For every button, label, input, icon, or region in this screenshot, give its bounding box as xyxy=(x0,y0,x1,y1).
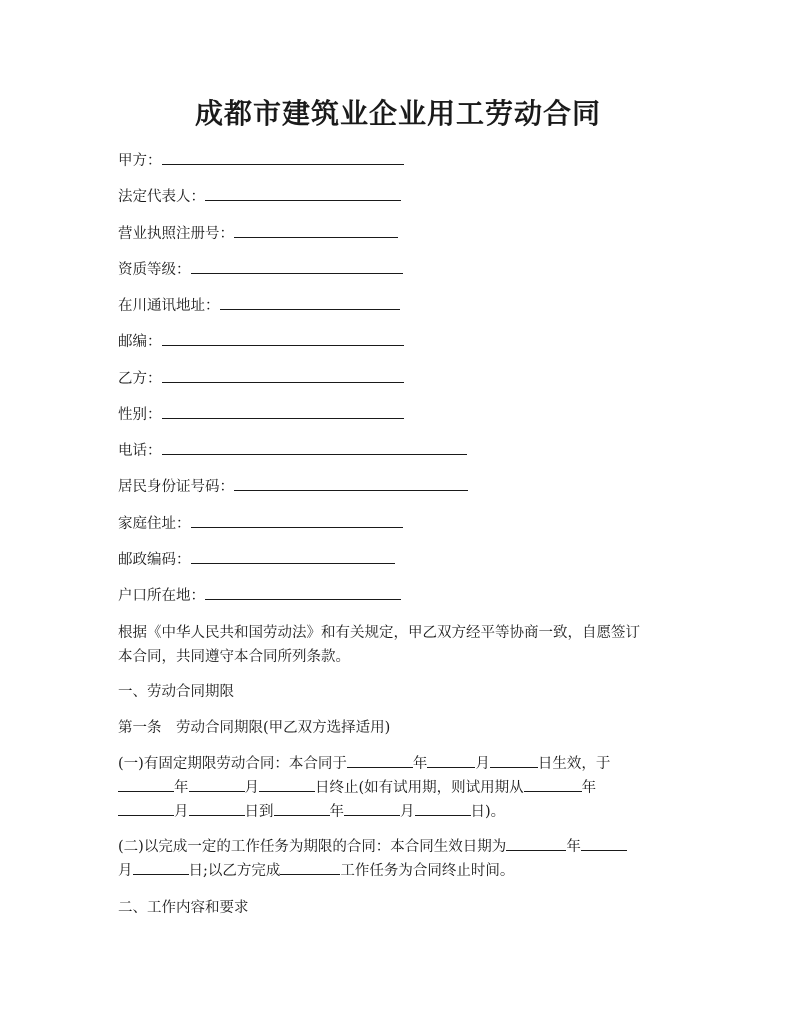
fill-blank[interactable] xyxy=(259,779,315,792)
clause-text: 年 xyxy=(412,756,428,772)
field-label: 法定代表人： xyxy=(118,189,205,205)
fill-blank[interactable] xyxy=(280,862,340,875)
fill-blank[interactable] xyxy=(191,549,395,564)
fill-blank[interactable] xyxy=(344,803,400,816)
clause-text: 月 xyxy=(244,780,259,796)
field-party-b xyxy=(118,368,404,390)
fill-blank[interactable] xyxy=(490,755,538,768)
fill-blank[interactable] xyxy=(234,223,398,238)
field-qualification xyxy=(118,259,403,281)
field-label: 家庭住址： xyxy=(118,516,191,532)
clause-fixed-term-line-2 xyxy=(118,777,596,799)
field-household-registration xyxy=(118,585,401,607)
field-postal-code xyxy=(118,549,395,571)
clause-text: 月 xyxy=(118,863,133,879)
clause-text: 日生效，于 xyxy=(537,756,611,772)
field-id-number xyxy=(118,476,468,498)
field-phone xyxy=(118,440,467,462)
clause-task-term-line-2 xyxy=(118,860,514,882)
clause-text: 月 xyxy=(174,804,189,820)
clause-task-term-line-1 xyxy=(118,836,627,858)
clause-text: 月 xyxy=(400,804,415,820)
field-label: 户口所在地： xyxy=(118,588,205,604)
field-label: 在川通讯地址： xyxy=(118,298,220,314)
field-label: 资质等级： xyxy=(118,262,191,278)
fill-blank[interactable] xyxy=(506,838,566,851)
clause-text: 工作任务为合同终止时间。 xyxy=(340,863,515,879)
fill-blank[interactable] xyxy=(415,803,471,816)
clause-fixed-term-line-1 xyxy=(118,753,610,775)
clause-text: 年 xyxy=(581,780,597,796)
fill-blank[interactable] xyxy=(427,755,475,768)
clause-fixed-term-line-3 xyxy=(118,801,505,823)
clause-text: 日到 xyxy=(244,804,274,820)
clause-text: 年 xyxy=(329,804,344,820)
fill-blank[interactable] xyxy=(191,513,403,528)
clause-text: 年 xyxy=(174,780,189,796)
field-label: 邮政编码： xyxy=(118,552,191,568)
field-label: 性别： xyxy=(118,407,162,423)
fill-blank[interactable] xyxy=(162,440,467,455)
clause-text: 日;以乙方完成 xyxy=(188,863,281,879)
fill-blank[interactable] xyxy=(205,186,401,201)
section-heading-work-content: 二、工作内容和要求 xyxy=(118,900,249,916)
field-party-a xyxy=(118,150,404,172)
intro-paragraph-line-2: 本合同，共同遵守本合同所列条款。 xyxy=(118,649,350,665)
field-address-sichuan xyxy=(118,295,400,317)
section-heading-contract-term: 一、劳动合同期限 xyxy=(118,684,234,700)
intro-paragraph-line-1: 根据《中华人民共和国劳动法》和有关规定，甲乙双方经平等协商一致，自愿签订 xyxy=(118,625,640,641)
field-label: 营业执照注册号： xyxy=(118,226,234,242)
fill-blank[interactable] xyxy=(162,331,404,346)
field-postcode xyxy=(118,331,404,353)
field-label: 邮编： xyxy=(118,334,162,350)
clause-text: 年 xyxy=(566,839,581,855)
fill-blank[interactable] xyxy=(524,779,582,792)
clause-text: (一)有固定期限劳动合同：本合同于 xyxy=(118,756,347,772)
fill-blank[interactable] xyxy=(189,779,245,792)
fill-blank[interactable] xyxy=(274,803,330,816)
field-label: 乙方： xyxy=(118,371,162,387)
fill-blank[interactable] xyxy=(205,585,401,600)
field-label: 居民身份证号码： xyxy=(118,479,234,495)
clause-text: 日)。 xyxy=(470,804,506,820)
document-title: 成都市建筑业企业用工劳动合同 xyxy=(194,97,601,130)
fill-blank[interactable] xyxy=(162,404,404,419)
clause-text: 月 xyxy=(475,756,490,772)
fill-blank[interactable] xyxy=(118,803,174,816)
fill-blank[interactable] xyxy=(162,150,404,165)
fill-blank[interactable] xyxy=(189,803,245,816)
clause-text: 日终止(如有试用期，则试用期从 xyxy=(315,780,524,796)
field-label: 电话： xyxy=(118,443,162,459)
fill-blank[interactable] xyxy=(581,838,627,851)
fill-blank[interactable] xyxy=(220,295,400,310)
fill-blank[interactable] xyxy=(234,476,468,491)
field-gender xyxy=(118,404,404,426)
field-label: 甲方： xyxy=(118,153,162,169)
fill-blank[interactable] xyxy=(133,862,189,875)
fill-blank[interactable] xyxy=(118,779,174,792)
fill-blank[interactable] xyxy=(162,368,404,383)
field-home-address xyxy=(118,513,403,535)
clause-text: (二)以完成一定的工作任务为期限的合同：本合同生效日期为 xyxy=(118,839,507,855)
fill-blank[interactable] xyxy=(347,755,413,768)
field-license-number xyxy=(118,223,398,245)
fill-blank[interactable] xyxy=(191,259,403,274)
field-legal-representative xyxy=(118,186,401,208)
article-heading: 第一条 劳动合同期限(甲乙双方选择适用) xyxy=(118,720,391,736)
